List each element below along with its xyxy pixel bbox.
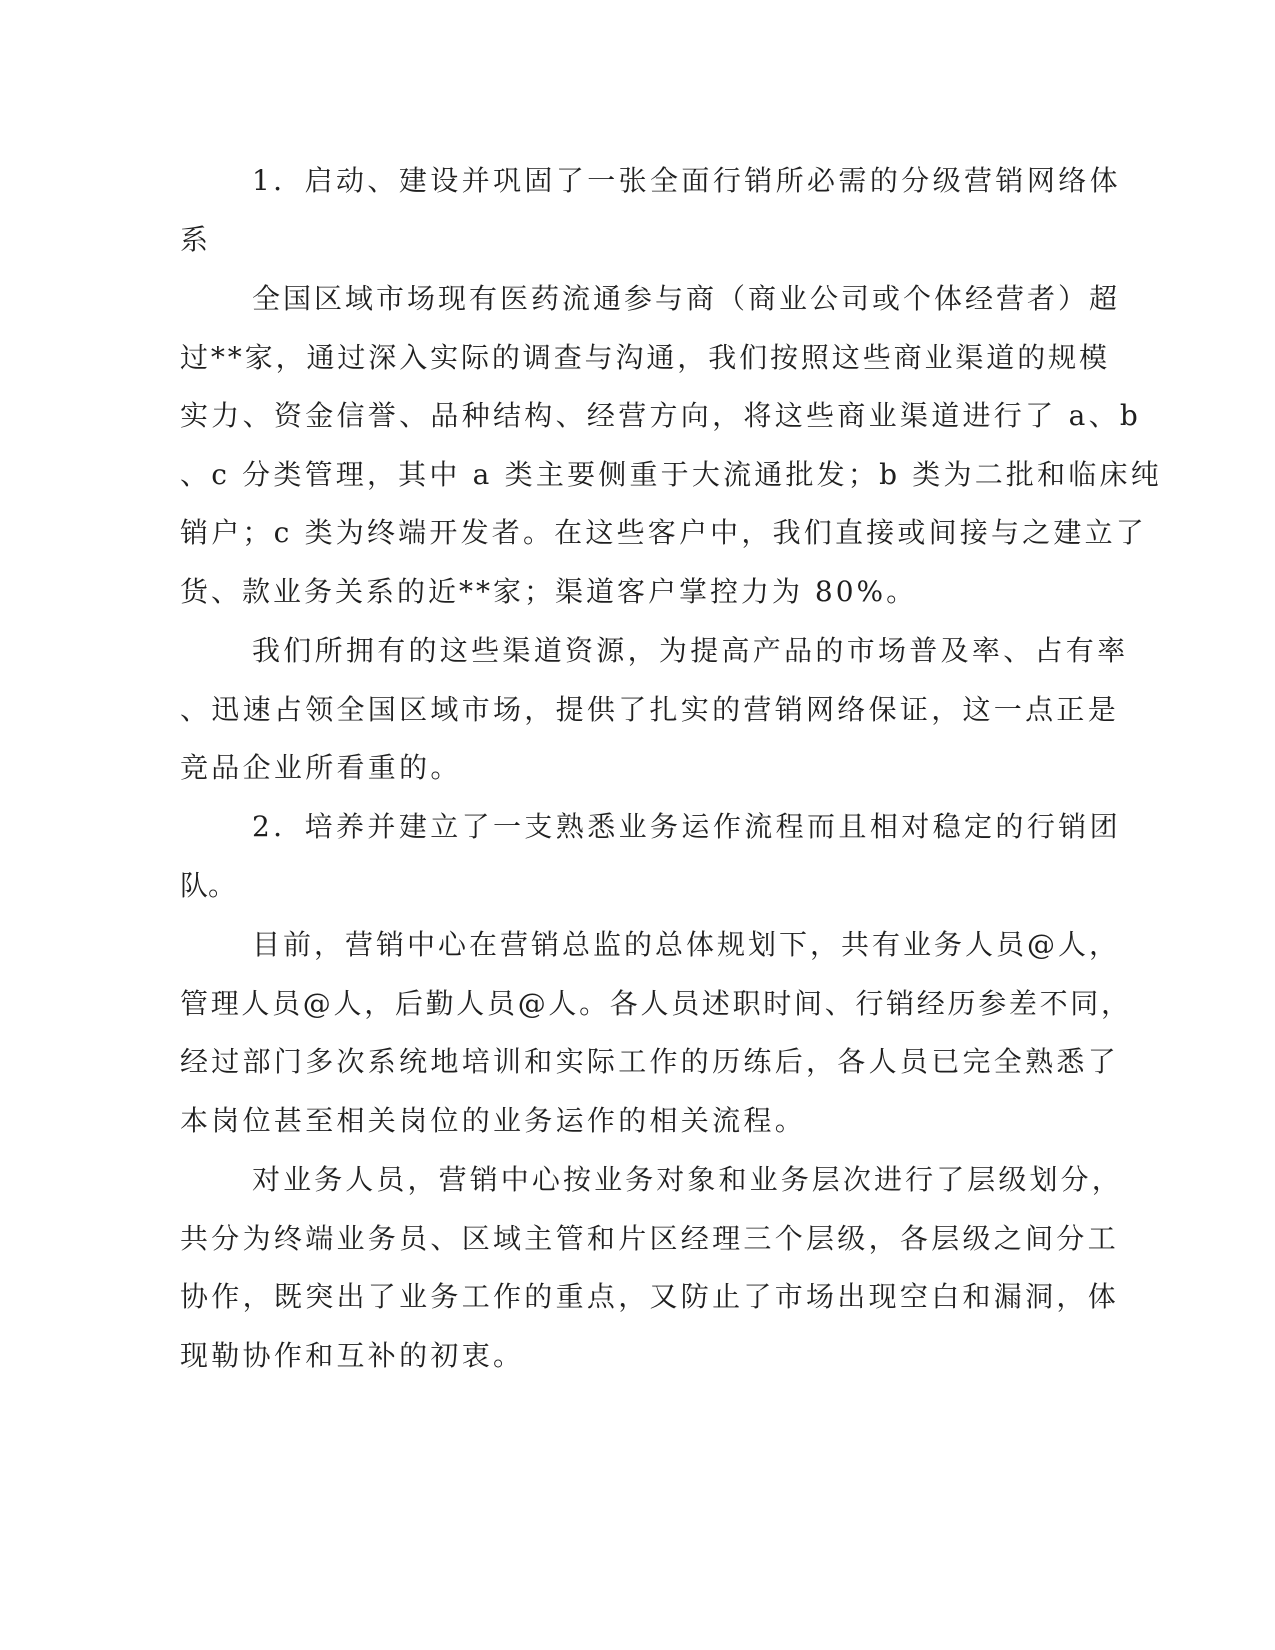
text-line: 竞品企业所看重的。 bbox=[180, 751, 462, 784]
text-line: 1．启动、建设并巩固了一张全面行销所必需的分级营销网络体 bbox=[252, 164, 1122, 197]
text-line: 管理人员@人，后勤人员@人。各人员述职时间、行销经历参差不同， bbox=[180, 987, 1132, 1020]
text-line: 、c 分类管理，其中 a 类主要侧重于大流通批发；b 类为二批和临床纯 bbox=[180, 458, 1162, 491]
text-line: 货、款业务关系的近**家；渠道客户掌控力为 80%。 bbox=[180, 575, 918, 608]
text-line: 共分为终端业务员、区域主管和片区经理三个层级，各层级之间分工 bbox=[180, 1222, 1120, 1255]
text-line: 系 bbox=[180, 223, 209, 256]
text-line: 目前，营销中心在营销总监的总体规划下，共有业务人员@人， bbox=[252, 928, 1121, 961]
text-line: 实力、资金信誉、品种结构、经营方向，将这些商业渠道进行了 a、b bbox=[180, 399, 1142, 432]
text-line: 队。 bbox=[180, 869, 237, 902]
text-line: 销户；c 类为终端开发者。在这些客户中，我们直接或间接与之建立了 bbox=[180, 516, 1147, 549]
text-line: 2．培养并建立了一支熟悉业务运作流程而且相对稳定的行销团 bbox=[252, 810, 1122, 843]
text-line: 协作，既突出了业务工作的重点，又防止了市场出现空白和漏洞，体 bbox=[180, 1280, 1120, 1313]
text-line: 经过部门多次系统地培训和实际工作的历练后，各人员已完全熟悉了 bbox=[180, 1045, 1120, 1078]
text-line: 对业务人员，营销中心按业务对象和业务层次进行了层级划分， bbox=[252, 1163, 1123, 1196]
text-line: 全国区域市场现有医药流通参与商（商业公司或个体经营者）超 bbox=[252, 282, 1121, 315]
text-line: 、迅速占领全国区域市场，提供了扎实的营销网络保证，这一点正是 bbox=[180, 693, 1120, 726]
text-line: 过**家，通过深入实际的调查与沟通，我们按照这些商业渠道的规模 bbox=[180, 341, 1110, 374]
text-line: 本岗位甚至相关岗位的业务运作的相关流程。 bbox=[180, 1104, 807, 1137]
text-line: 现勒协作和互补的初衷。 bbox=[180, 1339, 525, 1372]
text-line: 我们所拥有的这些渠道资源，为提高产品的市场普及率、占有率 bbox=[252, 634, 1129, 667]
